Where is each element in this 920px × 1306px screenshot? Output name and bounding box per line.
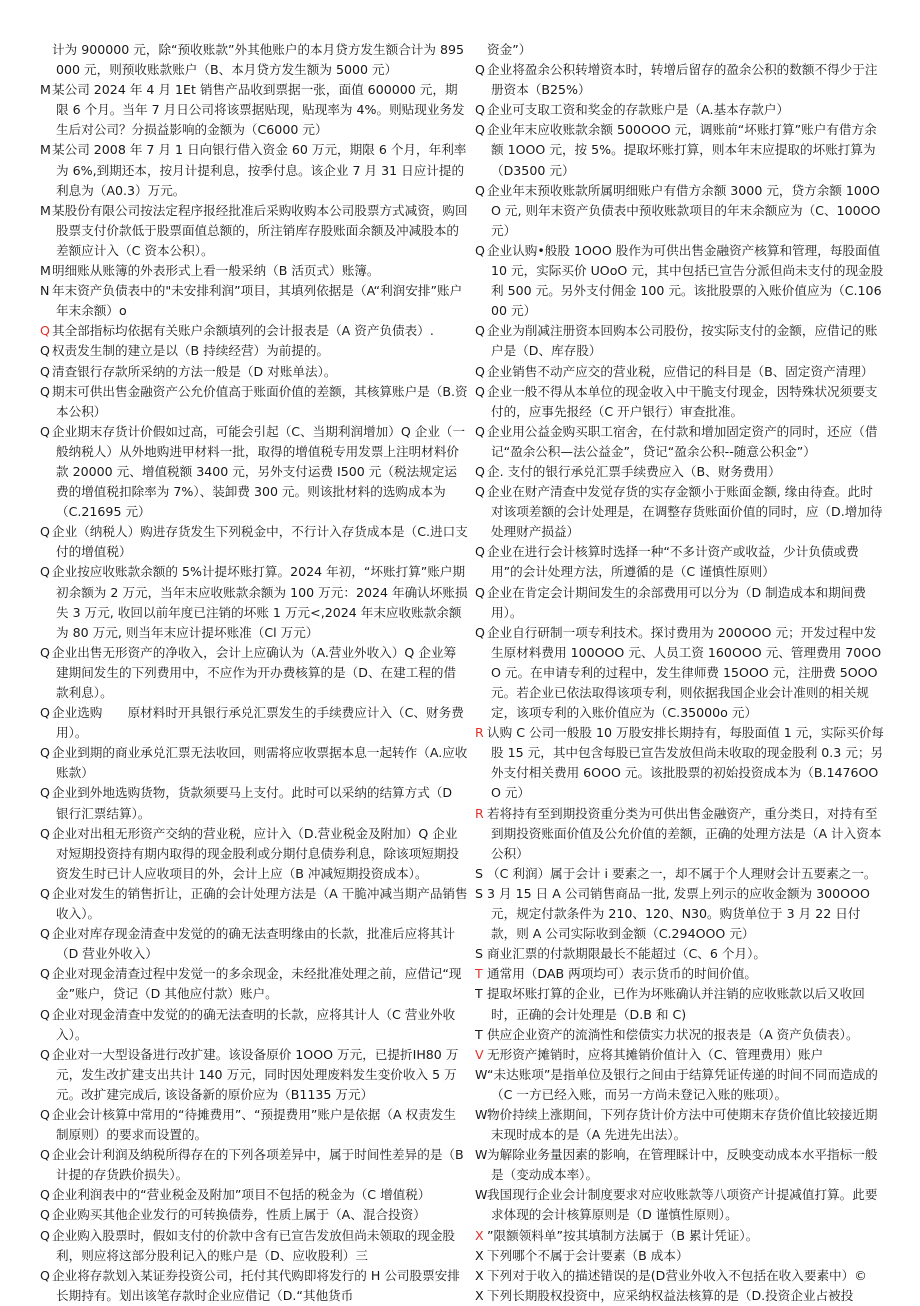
entry-index-letter: Q: [40, 1147, 50, 1163]
question-entry: [475, 884, 885, 944]
entry-text: 商业汇票的付款期限最长不能超过（C、6 个月）。: [487, 946, 766, 962]
entry-index-letter: R: [475, 805, 484, 821]
question-entry: [475, 1226, 885, 1246]
question-entry: [40, 1185, 468, 1205]
entry-index-letter: Q: [40, 885, 50, 901]
entry-text: 下列长期股权投资中，应采纳权益法核算的是（D.投资企业占被投: [487, 1287, 854, 1303]
question-entry: [40, 1266, 468, 1306]
entry-text: （C 利润）属于会计 i 要素之一，却不属于个人理财会计五要素之一。: [487, 865, 877, 881]
question-entry: [475, 482, 885, 542]
question-entry: [40, 924, 468, 964]
entry-text: 某股份有限公司按法定程序报经批准后采购收购本公司股票方式减资，购回股票支付价款低于股票面值总额的，所注销库存股账面余额及冲减股本的差额应计入（C 资本公积）。: [52, 202, 468, 258]
entry-text: 企业将存款划入某证券投资公司，托付其代购即将发行的 H 公司股票安排长期持有。划出该笔存款时企业应借记（D.“其他货币: [52, 1267, 460, 1303]
entry-text: 物价持续上涨期间，下列存货计价方法中可使期末存货价值比较接近期末现时成本的是（A 先进先出法）。: [487, 1106, 878, 1143]
question-entry: [475, 1266, 885, 1286]
entry-index-letter: Q: [40, 1267, 50, 1283]
entry-index-letter: Q: [40, 966, 50, 982]
question-entry: [40, 321, 468, 341]
question-entry: [40, 201, 468, 261]
entry-index-letter: Q: [475, 544, 485, 560]
question-entry: [475, 100, 885, 120]
entry-text: 清查银行存款所采纳的方法一般是（D 对账单法）。: [52, 363, 337, 379]
question-entry: [475, 1246, 885, 1266]
entry-index-letter: Q: [40, 926, 50, 942]
entry-text: 企业一般不得从本单位的现金收入中干脆支付现金，因特殊状况须要支付的，应事先报经（C 开户银行）审查批准。: [487, 383, 878, 419]
entry-text: 明细账从账簿的外表形式上看一般采纳（B 活页式）账簿。: [52, 263, 380, 279]
entry-index-letter: M: [40, 82, 51, 98]
entry-index-letter: W: [475, 1187, 488, 1203]
question-entry: [475, 1025, 885, 1045]
entry-text: 企业对一大型设备进行改扩建。该设备原价 1OOO 万元，已提折IH80 万元，发生改扩建支出共计 140 万元，同时因处理废料发生变价收入 5 万元。改扩建完成后, 该设备新的原价应为（B1135 万元）: [52, 1046, 459, 1102]
entry-index-letter: Q: [40, 343, 50, 359]
question-entry: [40, 261, 468, 281]
question-entry: [40, 281, 468, 321]
entry-text: 企业年末应收账款余额 500OOO 元，调账前“坏账打算”账户有借方余额 1OOO 元，按 5%。提取坏账打算，则本年末应提取的坏账打算为（D3500 元）: [487, 122, 877, 178]
entry-index-letter: R: [475, 725, 484, 741]
entry-text: 企业选购 原材料时开具银行承兑汇票发生的手续费应计入（C、财务费用）。: [52, 705, 464, 741]
entry-text: 若将持有至到期投资重分类为可供出售金融资产，重分类日，对持有至到期投资账面价值及公允价值的差额，正确的处理方法是（A 计入资本公积）: [487, 805, 882, 861]
entry-text: 企业到期的商业承兑汇票无法收回，则需将应收票据本息一起转作（A.应收账款）: [52, 745, 468, 781]
entry-text: ”限额领料单”按其填制方法属于（B 累计凭证）。: [487, 1227, 759, 1243]
entry-text: 企业在肯定会计期间发生的余部费用可以分为（D 制造成本和期间费用）。: [487, 584, 866, 620]
entry-index-letter: Q: [40, 745, 50, 761]
question-entry: [475, 804, 885, 864]
question-entry: [475, 462, 885, 482]
entry-index-letter: X: [475, 1267, 484, 1283]
entry-index-letter: Q: [475, 102, 485, 118]
entry-index-letter: V: [475, 1046, 484, 1062]
question-entry: [40, 1045, 468, 1105]
entry-index-letter: S: [475, 885, 483, 901]
entry-index-letter: Q: [40, 524, 50, 540]
entry-text: 企业到外地选购货物，货款须要马上支付。此时可以采纳的结算方式（D 银行汇票结算）。: [52, 785, 453, 821]
entry-text: 企业会计利润及纳税所得存在的下列各项差异中，属于时间性差异的是（B 计提的存货跌价损失）。: [52, 1147, 464, 1183]
question-entry: [475, 542, 885, 582]
question-entry: [475, 1045, 885, 1065]
entry-index-letter: M: [40, 142, 51, 158]
entry-index-letter: Q: [40, 785, 50, 801]
question-entry: [475, 723, 885, 803]
entry-text: 供应企业资产的流淌性和偿债实力状况的报表是（A 资产负债表）。: [487, 1026, 859, 1042]
entry-text: 3 月 15 日 A 公司销售商品一批, 发票上列示的应收金额为 300OOO 元，规定付款条件为 210、120、N30。购货单位于 3 月 22 日付款，则 A 公司实际收到金额（C.294OOO 元）: [487, 885, 870, 942]
entry-index-letter: Q: [40, 825, 50, 841]
question-entry: [40, 140, 468, 200]
question-entry: [40, 1005, 468, 1045]
question-entry: [40, 1226, 468, 1266]
question-entry: [475, 1286, 885, 1306]
entry-index-letter: Q: [475, 463, 485, 479]
entry-index-letter: Q: [475, 484, 485, 500]
entry-index-letter: M: [40, 263, 51, 279]
entry-index-letter: Q: [40, 1187, 50, 1203]
question-entry: [475, 120, 885, 180]
question-entry: [40, 341, 468, 361]
entry-text: 企. 支付的银行承兑汇票手续费应入（B、财务费用）: [487, 463, 781, 479]
entry-index-letter: Q: [475, 122, 485, 138]
entry-index-letter: Q: [40, 564, 50, 580]
entry-text: 我国现行企业会计制度要求对应收账款等八项资产计提减值打算。此要求体现的会计核算原则是（D 谨慎性原则）。: [487, 1187, 878, 1223]
question-entry: [40, 1105, 468, 1145]
entry-text: 无形资产摊销时，应将其摊销价值计入（C、管理费用）账户: [487, 1046, 824, 1062]
entry-text: 企业为削减注册资本回购本公司股份，按实际支付的金额，应借记的账户是（D、库存股）: [487, 323, 878, 359]
entry-index-letter: X: [475, 1247, 484, 1263]
question-entry: [40, 382, 468, 422]
question-entry: [40, 824, 468, 884]
entry-text: “未达账项”是指单位及银行之间由于结算凭证传递的时间不同而造成的（C 一方已经入账，而另一方尚未登记入账的账项）。: [487, 1066, 878, 1102]
question-entry: [40, 362, 468, 382]
entry-index-letter: S: [475, 865, 483, 881]
question-entry: [475, 181, 885, 241]
entry-index-letter: Q: [475, 423, 485, 439]
entry-index-letter: W: [475, 1106, 488, 1122]
entry-index-letter: Q: [40, 1106, 50, 1122]
entry-text: 企业期末存货计价假如过高，可能会引起（C、当期利润增加）Q 企业（一般纳税人）从外地购进甲材料一批，取得的增值税专用发票上注明材料价款 20000 元、增值税额 3400 元，另外支付运费 I500 元（税法规定运费的增值税扣除率为 7%）、装卸费 300 元。则该批材料的选购成本为（C.21695 元）: [52, 423, 466, 520]
entry-text: 某公司 2008 年 7 月 1 日向银行借入资金 60 万元，期限 6 个月，年利率为 6%,到期还本，按月计提利息，按季付息。该企业 7 月 31 日应计提的利息为（A0.3）万元。: [52, 142, 467, 198]
question-entry: [40, 884, 468, 924]
question-entry: [40, 783, 468, 823]
entry-index-letter: M: [40, 202, 51, 218]
entry-index-letter: Q: [40, 423, 50, 439]
entry-index-letter: Q: [475, 62, 485, 78]
entry-index-letter: T: [475, 966, 483, 982]
entry-text: 企业对发生的销售折让，正确的会计处理方法是（A 干脆冲减当期产品销售收入）。: [52, 885, 468, 922]
entry-index-letter: N: [40, 283, 50, 299]
entry-index-letter: Q: [40, 1046, 50, 1062]
entry-index-letter: Q: [40, 1006, 50, 1022]
entry-index-letter: Q: [40, 1227, 50, 1243]
question-entry: [475, 1105, 885, 1145]
entry-text: 企业可支取工资和奖金的存款账户是（A.基本存款户）: [487, 102, 790, 118]
entry-text: 权责发生制的建立是以（B 持续经营）为前提的。: [52, 343, 330, 359]
entry-index-letter: W: [475, 1147, 488, 1163]
entry-index-letter: Q: [40, 644, 50, 660]
entry-text: 期末可供出售金融资产公允价值高于账面价值的差额，其核算账户是（B.资本公积）: [52, 383, 468, 419]
entry-text: 认购 C 公司一般股 10 万股安排长期持有，每股面值 1 元，实际买价每股 15 元，其中包含每股已宣告发放但尚未收取的现金股利 0.3 元；另外支付相关费用 6OOO 元。该批股票的初始投资成本为（B.1476OOO 元）: [487, 725, 884, 801]
entry-text: 资金”）: [487, 42, 532, 57]
entry-index-letter: Q: [475, 182, 485, 198]
entry-text: 其全部指标均依据有关账户余额填列的会计报表是（A 资产负债表）.: [52, 323, 434, 339]
entry-index-letter: Q: [40, 1207, 50, 1223]
entry-text: 企业按应收账款余额的 5%计提坏账打算。2024 年初，“坏账打算”账户期初余额为 2 万元，当年末应收账款余额为 100 万元：2024 年确认坏账损失 3 万元, 收回以前年度已注销的坏账 1 万元<,2024 年末应收账款余额为 80 万元, 则当年末应计提坏账准（Cl 万元）: [52, 564, 468, 640]
question-entry: [40, 422, 468, 522]
right-column: [475, 40, 885, 1306]
entry-text: 企业用公益金购买职工宿舍，在付款和增加固定资产的同时，还应（借记“盈余公积—法公益金”，贷记“盈余公积--随意公积金”）: [487, 423, 878, 459]
entry-text: 企业对现金清查中发觉的的确无法查明的长款，应将其计人（C 营业外收入）。: [52, 1006, 456, 1042]
question-entry: [40, 643, 468, 703]
entry-text: 企业购入股票时，假如支付的价款中含有已宣告发放但尚未领取的现金股利，则应将这部分股利记入的账户是（D、应收股利）三: [52, 1227, 455, 1263]
entry-text: 企业对出租无形资产交纳的营业税，应计入（D.营业税金及附加）Q 企业对短期投资持有期内取得的现金股利或分期付息债券利息，除该项短期投资发生时已计人应收项目的外，会计上应（B 冲减短期投资成本）。: [52, 825, 459, 881]
entry-index-letter: Q: [40, 383, 50, 399]
entry-text: 企业将盈余公积转增资本时，转增后留存的盈余公积的数额不得少于注册资本（B25%）: [487, 62, 878, 98]
entry-index-letter: Q: [475, 624, 485, 640]
entry-text: 下列哪个不属于会计要素（B 成本）: [487, 1247, 689, 1263]
question-entry: [475, 1145, 885, 1185]
question-entry: [475, 1185, 885, 1225]
entry-index-letter: X: [475, 1227, 484, 1243]
entry-text: 企业（纳税人）购进存货发生下列税金中，不行计入存货成本是（C.进口支付的增值税）: [52, 524, 468, 560]
question-entry: [475, 321, 885, 361]
entry-index-letter: S: [475, 946, 483, 962]
question-entry: [475, 944, 885, 964]
question-entry: [475, 964, 885, 984]
question-entry: [475, 362, 885, 382]
entry-text: 企业购买其他企业发行的可转换债券，性质上属于（A、混合投资）: [52, 1207, 426, 1223]
entry-text: 为解除业务量因素的影响，在管理睬计中，反映变动成本水平指标一般是（变动成本率）。: [487, 1147, 878, 1183]
question-entry: [40, 40, 468, 80]
entry-text: 年末资产负债表中的"未安排利润”项目，其填列依据是（A“利润安排”账户年末余额）o: [52, 283, 463, 319]
entry-text: 企业在财产清查中发觉存货的实存金额小于账面金额, 缘由待查。此时对该项差额的会计处理是，在调整存货账面价值的同时，应（D.增加待处理财产损益）: [487, 484, 883, 540]
entry-text: 通常用（DAB 两项均可）表示货币的时间价值。: [487, 966, 758, 982]
entry-text: 下列对于收入的描述错误的是(D营业外收入不包括在收入要素中）©: [487, 1267, 867, 1283]
question-entry: [475, 382, 885, 422]
question-entry: [475, 583, 885, 623]
entry-text: 提取坏账打算的企业，已作为坏账确认并注销的应收账款以后又收回时，正确的会计处理是（D.B 和 C): [487, 986, 865, 1022]
entry-index-letter: Q: [475, 323, 485, 339]
entry-text: 企业对库存现金清查中发觉的的确无法查明缘由的长款，批准后应将其计（D 营业外收入）: [52, 926, 455, 962]
entry-index-letter: Q: [40, 705, 50, 721]
entry-index-letter: W: [475, 1066, 488, 1082]
question-entry: [475, 864, 885, 884]
question-entry: [40, 703, 468, 743]
question-entry: [475, 623, 885, 723]
question-entry: [40, 562, 468, 642]
question-entry: [475, 422, 885, 462]
entry-text: 企业自行研制一项专利技术。探讨费用为 200OOO 元；开发过程中发生原材料费用 100OOO 元、人员工资 160OOO 元、管理费用 70OOO 元。在申请专利的过程中，发生律师费 15OOO 元，注册费 5OOO 元。若企业已依法取得该项专利，则依据我国企业会计准则的相关规定，该项专利的入账价值应为（C.35000o 元）: [487, 624, 882, 721]
entry-index-letter: Q: [475, 363, 485, 379]
entry-index-letter: T: [475, 986, 483, 1002]
question-entry: [40, 1145, 468, 1185]
question-entry: [475, 1065, 885, 1105]
entry-text: 企业出售无形资产的净收入，会计上应确认为（A.营业外收入）Q 企业筹建期间发生的下列费用中，不应作为开办费核算的是（D、在建工程的借款利息）。: [52, 644, 457, 700]
entry-text: 计为 900000 元，除“预收账款”外其他账户的本月贷方发生额合计为 895000 元，则预收账款账户（B、本月贷方发生额为 5000 元）: [52, 42, 465, 78]
question-entry: [475, 40, 885, 60]
question-entry: [40, 1205, 468, 1225]
question-entry: [475, 241, 885, 321]
entry-index-letter: Q: [40, 363, 50, 379]
entry-index-letter: Q: [475, 584, 485, 600]
entry-index-letter: X: [475, 1287, 484, 1303]
entry-text: 企业认购•般股 1OOO 股作为可供出售金融资产核算和管理，每股面值 10 元，实际买价 UOoO 元，其中包括已宣告分派但尚未支付的现金股利 500 元。另外支付佣金 100 元。该批股票的入账价值应为（C.10600 元）: [487, 242, 884, 319]
entry-index-letter: Q: [475, 242, 485, 258]
entry-text: 某公司 2024 年 4 月 1Et 销售产品收到票据一张，面值 600000 元，期限 6 个月。当年 7 月日公司将该票据贴现，贴现率为 4%。则贴现业务发生后对公司？分损益影响的金额为（C6000 元）: [52, 82, 465, 138]
entry-index-letter: Q: [40, 323, 50, 339]
question-entry: [40, 964, 468, 1004]
entry-index-letter: T: [475, 1026, 483, 1042]
question-entry: [40, 522, 468, 562]
left-column: [40, 40, 468, 1306]
question-entry: [40, 743, 468, 783]
entry-text: 企业年末预收账款所属明细账户有借方余额 3000 元，贷方余额 100OO 元, 则年末资产负债表中预收账款项目的年末余额应为（C、100OO 元）: [487, 182, 881, 238]
entry-text: 企业销售不动产应交的营业税，应借记的科目是（B、固定资产清理）: [487, 363, 874, 379]
question-entry: [475, 984, 885, 1024]
entry-text: 企业利润表中的“营业税金及附加”项目不包括的税金为（C 增值税）: [52, 1187, 431, 1203]
entry-text: 企业对现金清查过程中发觉一的多余现金，未经批准处理之前，应借记“现金”账户，贷记（D 其他应付款）账户。: [52, 966, 462, 1002]
entry-text: 企业会计核算中常用的“待摊费用”、“预提费用”账户是依据（A 权责发生制原则）的要求而设置的。: [52, 1106, 456, 1143]
question-entry: [40, 80, 468, 140]
entry-index-letter: Q: [475, 383, 485, 399]
question-entry: [475, 60, 885, 100]
entry-text: 企业在进行会计核算时选择一种“不多计资产或收益，少计负债或费用”的会计处理方法，所遵循的是（C 谨慎性原则）: [487, 544, 859, 580]
